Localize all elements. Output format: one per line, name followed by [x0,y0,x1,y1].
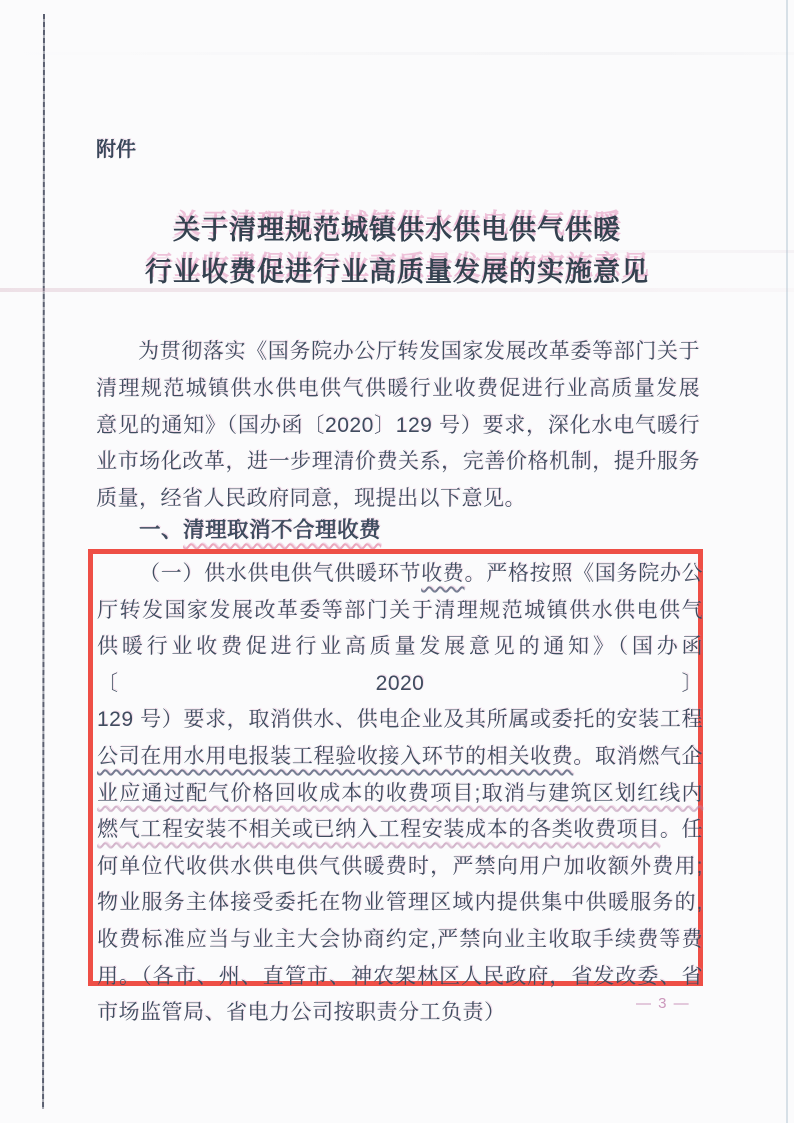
text-line [97,812,703,849]
highlighted-paragraph [97,556,703,1032]
section-heading [96,512,700,548]
attachment-label: 附件 [96,139,136,161]
text-line [96,444,700,481]
document-title-line2: 行业收费促进行业高质量发展的实施意见 [145,257,649,287]
scan-edge-line-right [786,0,788,1123]
text-segment: 。取消燃气企 [573,744,704,768]
text-line [97,739,703,776]
text-segment: 厅转发国家发展改革委等部门关于清理规范城镇供水供电供气 [97,598,703,622]
text-line [97,959,703,996]
text-line [97,849,703,886]
text-segment: 。任 [659,818,704,842]
text-line [97,995,703,1032]
text-line [97,629,703,702]
text-segment: 市场监管局、省电力公司按职责分工负责） [97,1001,506,1025]
text-segment: 供暖行业收费促进行业高质量发展意见的通知》（国办函〔2020〕 [97,635,703,695]
text-line [96,512,700,548]
text-line [97,556,703,593]
underlined-text: 燃气工程安装不相关或已纳入工程安装成本的各类收费项目 [97,818,660,842]
underlined-text: 业应通过配气价格回收成本的收费项目;取消与建筑区划红线内 [97,781,703,805]
text-segment: 业市场化改革，进一步理清价费关系，完善价格机制，提升服务 [96,450,700,474]
text-segment: 129 号）要求，取消供水、供电企业及其所属或委托的安装工程 [97,708,703,732]
document-title [0,209,794,293]
document-title-line1: 关于清理规范城镇供水供电供气供暖 [173,215,621,245]
text-line [97,702,703,739]
scan-fold-line-left [42,14,45,1109]
text-segment: （一）供水供电供气供暖环节 [139,562,422,585]
underlined-text: 收费 [421,562,465,585]
text-segment: 收费标准应当与业主大会协商约定,严禁向业主收取手续费等费 [97,927,703,951]
text-line [97,922,703,959]
scan-streak [0,52,794,55]
text-segment: 。严格按照《国务院办公 [464,562,704,585]
page-number: — 3 — [636,995,691,1012]
text-segment: 清理规范城镇供水供电供气供暖行业收费促进行业高质量发展 [96,376,700,400]
intro-paragraph [96,334,700,518]
text-line [96,371,700,408]
text-line [96,408,700,445]
text-line [97,776,703,813]
underlined-text: 清理取消不合理收费 [183,518,382,542]
text-segment: 用。（各市、州、直管市、神农架林区人民政府，省发改委、省 [97,964,703,988]
text-line [97,885,703,922]
underlined-text: 公司在用水用电报装工程验收接入环节的相关收费 [97,744,574,768]
text-line [97,593,703,630]
text-segment: 意见的通知》（国办函〔2020〕129 号）要求，深化水电气暖行 [96,413,700,437]
text-line [96,334,700,371]
text-segment: 物业服务主体接受委托在物业管理区域内提供集中供暖服务的, [97,891,703,915]
text-segment: 一、 [139,518,184,542]
text-segment: 何单位代收供水供电供气供暖费时，严禁向用户加收额外费用; [97,854,703,878]
text-segment: 质量，经省人民政府同意，现提出以下意见。 [96,487,526,511]
text-segment: 为贯彻落实《国务院办公厅转发国家发展改革委等部门关于 [138,340,700,363]
